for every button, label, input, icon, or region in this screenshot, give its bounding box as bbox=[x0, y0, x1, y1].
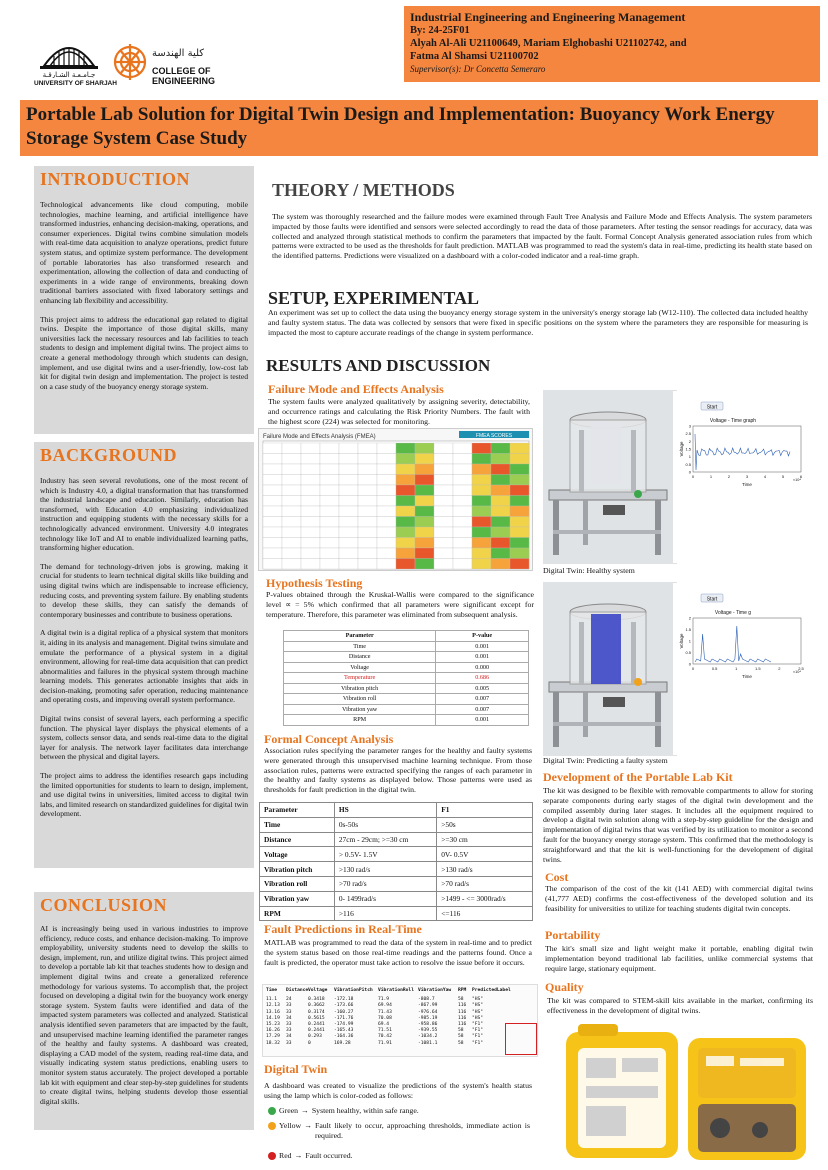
matlab-cell: 71.91 bbox=[378, 1040, 392, 1046]
intro-paragraph-1: Technological advancements like cloud computing, mobile technologies, machine learning, and artificial intelligence have transformed industries, enhancing decision-making, operations, and consumer experiences. Digital twins combine simulation models with real-time data acquisition to analyze operations, predict future system status, and optimize system performance. The development of portable laboratories has also transformed research and experimentation, allowing the collection of data and conducting of experiments in a wide range of environments, breaking down traditional barriers associated with fixed laboratory settings and enhancing lab flexibility and accessibility. bbox=[40, 200, 248, 305]
buoy-cylinder bbox=[591, 422, 621, 484]
dome-icon bbox=[34, 30, 104, 78]
pvalue-value-cell: 0.001 bbox=[436, 715, 529, 726]
matlab-cell: 58 bbox=[458, 1040, 464, 1046]
threshold-hs-cell: 0s-50s bbox=[334, 817, 436, 832]
matlab-cell: 116 bbox=[458, 1009, 467, 1015]
lamp-legend-green bbox=[268, 1106, 419, 1116]
threshold-row bbox=[260, 906, 533, 921]
realtime-text: MATLAB was programmed to read the data of the system in real-time and to predict the system status based on those real-time readings and the patterns found. Once a fault is predicted, the operator must take action to resolve the issue before it occurs. bbox=[264, 938, 532, 967]
x-tick-label: 1 bbox=[735, 666, 738, 671]
pvalue-row bbox=[284, 662, 529, 673]
x-tick-label: 2 bbox=[778, 666, 781, 671]
supervisor: Supervisor(s): Dr Concetta Semeraro bbox=[410, 64, 546, 74]
pvalue-row bbox=[284, 673, 529, 684]
graph-axes bbox=[693, 618, 801, 664]
threshold-param-cell: Vibration roll bbox=[260, 876, 335, 891]
bg-paragraph-4: Digital twins consist of several layers, each performing a specific function. The physical layer displays the physical elements of a system, collects sensor data, and sends real-time data to the digital layer for analysis. The network layer facilitates data interchange between the physical and digital layers. bbox=[40, 714, 248, 762]
pvalue-table bbox=[283, 630, 529, 726]
threshold-row bbox=[260, 876, 533, 891]
y-tick-label: 1 bbox=[688, 638, 691, 644]
threshold-hs-cell: 0- 1499rad/s bbox=[334, 891, 436, 906]
matlab-cell: 58 bbox=[458, 1034, 464, 1040]
y-tick-label: 1.5 bbox=[685, 446, 691, 452]
red-label: Red bbox=[279, 1151, 292, 1160]
matlab-cell: -985.19 bbox=[418, 1015, 438, 1021]
matlab-cell: 33 bbox=[286, 1028, 292, 1034]
pvalue-row bbox=[284, 641, 529, 652]
threshold-f1-cell: >50s bbox=[437, 817, 533, 832]
university-name: UNIVERSITY OF SHARJAH bbox=[34, 80, 117, 87]
threshold-table bbox=[259, 802, 533, 921]
yellow-lamp-icon bbox=[268, 1122, 276, 1130]
pvalue-value-cell: 0.686 bbox=[436, 673, 529, 684]
hypothesis-text: P-values obtained through the Kruskal-Wallis were compared to the significance level ∝ = 5% which confirmed that all parameters were significant except for temperature. Therefore, this parameter was eliminated from subsequent analysis. bbox=[266, 590, 534, 619]
theory-heading: THEORY / METHODS bbox=[272, 180, 455, 200]
x-tick-label: 2.5 bbox=[798, 666, 804, 671]
pvalue-row bbox=[284, 694, 529, 705]
arrow-icon: → bbox=[294, 1151, 303, 1160]
x-axis-label: Time bbox=[742, 674, 752, 679]
x-tick-label: 4 bbox=[763, 474, 767, 479]
y-axis-label: Voltage bbox=[679, 441, 684, 457]
department-name: Industrial Engineering and Engineering Management bbox=[410, 10, 686, 24]
threshold-col-hs: HS bbox=[334, 803, 436, 818]
matlab-cell: -808.7 bbox=[418, 997, 435, 1003]
matlab-header-cell: PredictedLabel bbox=[472, 988, 511, 993]
yellow-text: Fault likely to occur, approaching thresholds, immediate action is required. bbox=[314, 1121, 530, 1140]
arrow-icon: → bbox=[301, 1106, 309, 1115]
matlab-cell: "F1" bbox=[472, 1034, 484, 1040]
x-scale-note: ×10⁴ bbox=[792, 478, 801, 482]
pvalue-value-cell: 0.001 bbox=[436, 641, 529, 652]
matlab-cell: 33 bbox=[286, 1003, 292, 1009]
title-bar bbox=[20, 100, 818, 156]
matlab-header-cell: Voltage bbox=[308, 988, 328, 993]
y-tick-label: 3 bbox=[688, 423, 691, 429]
matlab-cell: -958.86 bbox=[418, 1022, 438, 1028]
x-tick-label: 5 bbox=[781, 474, 785, 479]
threshold-hs-cell: 27cm - 29cm; >=30 cm bbox=[334, 832, 436, 847]
matlab-header-cell: VibrationPitch bbox=[334, 988, 373, 993]
matlab-cell: 58 bbox=[458, 997, 464, 1003]
pvalue-param-cell: Temperature bbox=[284, 673, 436, 684]
threshold-f1-cell: >70 rad/s bbox=[437, 876, 533, 891]
yellow-label: Yellow bbox=[279, 1121, 302, 1130]
threshold-param-cell: Vibration pitch bbox=[260, 862, 335, 877]
pvalue-param-cell: Vibration pitch bbox=[284, 683, 436, 694]
matlab-cell: 11.1 bbox=[266, 997, 278, 1003]
y-tick-label: 0.5 bbox=[685, 650, 691, 655]
setup-text: An experiment was set up to collect the data using the buoyancy energy storage system in the university's energy storage lab (W12-110). The collected data included healthy and faulty system status. The data was collected by sensors that were fixed in specific positions on the system where the parameters they are responsible for measuring is impacted the most to capture accurate readings of the change in system performance. bbox=[268, 308, 808, 337]
green-text: System healthy, within safe range. bbox=[311, 1106, 419, 1115]
pvalue-value-cell: 0.007 bbox=[436, 694, 529, 705]
bg-paragraph-3: A digital twin is a digital replica of a physical system that monitors it, aiding in its analysis and management. Digital twins simulate and emulate the performance of a physical system in a digital environment, allowing for real-time data acquisition that can predict abnormalities and failures in the physical system through machine learning models. This generates actionable insights that aids in decision-making, promoting safer operation, reducing maintenance and operating costs, and improving overall system performance. bbox=[40, 628, 248, 705]
matlab-cell: 71.9 bbox=[378, 997, 390, 1003]
threshold-hs-cell: >70 rad/s bbox=[334, 876, 436, 891]
matlab-cell: 58 bbox=[458, 1028, 464, 1034]
introduction-heading: INTRODUCTION bbox=[40, 169, 191, 189]
dashboard-faulty-caption: Digital Twin: Predicting a faulty system bbox=[543, 756, 668, 765]
x-tick-label: 2 bbox=[727, 474, 731, 479]
matlab-cell: 0.3174 bbox=[308, 1009, 325, 1015]
matlab-header-cell: Time bbox=[266, 988, 278, 993]
matlab-cell: 18.32 bbox=[266, 1040, 280, 1046]
matlab-cell: 33 bbox=[286, 1022, 292, 1028]
matlab-cell: 0.5615 bbox=[308, 1015, 325, 1021]
svg-text:FMEA SCORES: FMEA SCORES bbox=[475, 433, 513, 439]
y-tick-label: 2 bbox=[688, 615, 691, 621]
quality-text: The kit was compared to STEM-skill kits available in the market, confirming its effectiveness in the development of digital twins. bbox=[547, 996, 813, 1015]
threshold-f1-cell: >1499 - <= 3000rad/s bbox=[437, 891, 533, 906]
start-button-label: Start bbox=[706, 404, 718, 411]
matlab-cell: -160.27 bbox=[334, 1009, 354, 1015]
yellow-lamp-icon bbox=[634, 678, 642, 686]
lab-kit-photo bbox=[560, 1018, 812, 1164]
dashboard-healthy-caption: Digital Twin: Healthy system bbox=[543, 566, 635, 575]
quality-heading: Quality bbox=[545, 980, 584, 994]
buoy-cylinder bbox=[591, 614, 621, 684]
portability-text: The kit's small size and light weight make it portable, enabling digital twin implementation beyond traditional lab facilities, unlike commercial systems that require large, stationary equipment. bbox=[545, 944, 813, 973]
matlab-cell: 14.19 bbox=[266, 1015, 280, 1021]
fmea-text: The system faults were analyzed qualitatively by assigning severity, detectability, and occurrence ratings and calculating the Risk Priority Numbers. The fault with the highest score (224) was selected for monitoring. bbox=[268, 397, 530, 426]
matlab-header-row bbox=[266, 988, 534, 994]
pvalue-row bbox=[284, 715, 529, 726]
matlab-cell: 71.43 bbox=[378, 1009, 392, 1015]
matlab-cell: 24 bbox=[286, 997, 292, 1003]
hypothesis-heading: Hypothesis Testing bbox=[266, 576, 363, 590]
matlab-cell: "HS" bbox=[472, 1003, 484, 1009]
college-logo bbox=[112, 40, 262, 85]
matlab-cell: -171.76 bbox=[334, 1015, 354, 1021]
x-tick-label: 3 bbox=[745, 474, 749, 479]
y-tick-label: 0 bbox=[688, 661, 691, 667]
dev-text: The kit was designed to be flexible with removable compartments to allow for storing separate components during early stages of the digital twin development and the compiled assembly during later stages. It includes all the equipment required to develop a digital twin solution along with a step-by-step guideline for the design and implementation of digital twins that was verified by its utilization to monitor a second fault for the buoyancy energy storage system. This confirmed that the methodology is straightforward and that the kit is well-functioning for the development of digital twins. bbox=[543, 786, 813, 864]
threshold-param-cell: Vibration yaw bbox=[260, 891, 335, 906]
project-id: By: 24-25F01 bbox=[410, 25, 470, 36]
matlab-cell: 116 bbox=[458, 1015, 467, 1021]
matlab-cell: 16.26 bbox=[266, 1028, 280, 1034]
digital-twin-heading: Digital Twin bbox=[264, 1062, 328, 1076]
svg-text:Failure Mode and Effects Analy: Failure Mode and Effects Analysis (FMEA) bbox=[263, 434, 376, 440]
matlab-cell: -867.99 bbox=[418, 1003, 438, 1009]
introduction-section bbox=[34, 166, 254, 434]
pvalue-param-cell: Voltage bbox=[284, 662, 436, 673]
matlab-cell: 0.3418 bbox=[308, 997, 325, 1003]
x-tick-label: 0 bbox=[691, 666, 695, 671]
authors-line-2: Fatma Al Shamsi U21100702 bbox=[410, 51, 539, 62]
y-axis-label: Voltage bbox=[679, 633, 684, 649]
matlab-cell: -172.18 bbox=[334, 997, 354, 1003]
threshold-f1-cell: >130 rad/s bbox=[437, 862, 533, 877]
matlab-cell: -174.99 bbox=[334, 1022, 354, 1028]
matlab-cell: "HS" bbox=[472, 1015, 484, 1021]
x-tick-label: 1.5 bbox=[755, 666, 761, 671]
college-name-arabic: كلية الهندسة bbox=[152, 48, 205, 59]
pvalue-value-cell: 0.000 bbox=[436, 662, 529, 673]
y-tick-label: 1.5 bbox=[685, 627, 691, 632]
portability-heading: Portability bbox=[545, 928, 601, 942]
matlab-cell: -173.66 bbox=[334, 1003, 354, 1009]
matlab-row bbox=[266, 1041, 534, 1047]
matlab-cell: 17.29 bbox=[266, 1034, 280, 1040]
background-section bbox=[34, 442, 254, 868]
threshold-param-cell: Time bbox=[260, 817, 335, 832]
cost-heading: Cost bbox=[545, 870, 569, 884]
threshold-col-f1: F1 bbox=[437, 803, 533, 818]
pvalue-value-cell: 0.007 bbox=[436, 704, 529, 715]
fca-heading: Formal Concept Analysis bbox=[264, 732, 394, 746]
x-tick-label: 1 bbox=[709, 474, 713, 479]
background-heading: BACKGROUND bbox=[40, 445, 178, 465]
poster-title: Portable Lab Solution for Digital Twin Design and Implementation: Buoyancy Work Energy Storage System Case Study bbox=[26, 104, 775, 149]
theory-text: The system was thoroughly researched and the failure modes were examined through Fault Tree Analysis and Failure Mode and Effects Analysis. The system parameters impacted by those faults were identified and sensors were selected accordingly to read the data of those parameters. After testing the sensor readings for accuracy, data was collected and analyzed through statistical methods to confirm the parameters that impacted by the fault. Formal Concept Analysis generated association rules from which patterns were extracted to be used as the thresholds for fault prediction. MATLAB was programmed to read the system's data in real-time, predicting its health state based on the identified patterns. Predictions were visualized on a dashboard with a color-coded indicator and a real-time graph. bbox=[272, 212, 812, 261]
y-tick-label: 0.5 bbox=[685, 461, 691, 467]
pvalue-col-pvalue: P-value bbox=[436, 631, 529, 642]
matlab-header-cell: RPM bbox=[458, 988, 467, 993]
dev-heading: Development of the Portable Lab Kit bbox=[543, 770, 733, 784]
matlab-cell: 116 bbox=[458, 1022, 467, 1028]
matlab-cell: 15.23 bbox=[266, 1022, 280, 1028]
y-tick-label: 2.5 bbox=[685, 431, 691, 437]
matlab-cell: "HS" bbox=[472, 1009, 484, 1015]
realtime-heading: Fault Predictions in Real-Time bbox=[264, 922, 422, 936]
green-lamp-icon bbox=[268, 1107, 276, 1115]
pvalue-col-parameter: Parameter bbox=[284, 631, 436, 642]
matlab-cell: 0.3662 bbox=[308, 1003, 325, 1009]
conclusion-paragraph: AI is increasingly being used in various industries to improve efficiency, reduce costs, and enhance decision-making. To improve employability, university students need to develop the skills to design, implement, run, and utilize digital twins. This project aimed to develop a portable lab kit that teaches students how to design and implement digital twins and create a generalized reference methodology for various systems. To accomplish that, the project focused on developing a digital twin for the buoyancy work energy storage system. System faults were identified and data of the impacted system parameters was collected and analyzed. Statistical analysis identified seven parameters that are impacted by the fault, and unsupervised machine learning identified the parameter ranges of the healthy and faulty systems. A dashboard was created, displaying a CAD model of the system, reading real-time data, and visually indicating system status predictions, enabling users to monitor system status accurately. The project developed a portable lab kit with equipment and clear step-by-step guidelines for students to create digital twins, helping students develop those essential digital skills. bbox=[40, 924, 248, 1106]
matlab-cell: "F1" bbox=[472, 1040, 484, 1046]
matlab-cell: 70.42 bbox=[378, 1034, 392, 1040]
intro-paragraph-2: This project aims to address the educational gap related to digital twins. Despite the importance of those digital skills, many universities lack the necessary resources and lab facilities to teach students to design and implement digital twins. The project aims to create a general methodology through which students can design, implement, and use digital twins and a user-friendly, low-cost lab kit for digital twin design and implementation. The project is tested on a case study of the buoyancy energy storage system. bbox=[40, 314, 248, 391]
threshold-f1-cell: >=30 cm bbox=[437, 832, 533, 847]
matlab-header-cell: Distance bbox=[286, 988, 309, 993]
dashboard-healthy bbox=[543, 390, 811, 564]
pvalue-value-cell: 0.005 bbox=[436, 683, 529, 694]
pvalue-param-cell: RPM bbox=[284, 715, 436, 726]
y-tick-label: 0 bbox=[688, 469, 691, 475]
matlab-cell: 13.16 bbox=[266, 1009, 280, 1015]
lamp-legend-red bbox=[268, 1151, 353, 1161]
svg-text:جـامـعـة الشـارقـة: جـامـعـة الشـارقـة bbox=[42, 71, 96, 78]
pvalue-param-cell: Vibration yaw bbox=[284, 704, 436, 715]
prediction-highlight-box bbox=[505, 1023, 537, 1055]
header-info bbox=[404, 6, 820, 82]
setup-heading: SETUP, EXPERIMENTAL bbox=[268, 288, 480, 308]
fca-text: Association rules specifying the parameter ranges for the healthy and faulty systems were generated through this unsupervised machine learning technique. From those association rules, patterns were extracted specifying the ranges of each parameter in the healthy and faulty systems as displayed below. Those patterns were used as thresholds for fault prediction in the digital twin. bbox=[264, 746, 532, 795]
pvalue-row bbox=[284, 652, 529, 663]
matlab-header-cell: VibrationYaw bbox=[418, 988, 452, 993]
arrow-icon: → bbox=[304, 1121, 312, 1130]
matlab-cell: 116 bbox=[458, 1003, 467, 1009]
college-emblem-icon bbox=[112, 40, 148, 84]
x-tick-label: 0.5 bbox=[711, 666, 718, 671]
matlab-cell: 0.2441 bbox=[308, 1028, 325, 1034]
matlab-cell: -939.55 bbox=[418, 1028, 438, 1034]
matlab-cell: 0 bbox=[308, 1040, 311, 1046]
matlab-cell: "F1" bbox=[472, 1028, 484, 1034]
pvalue-param-cell: Vibration roll bbox=[284, 694, 436, 705]
matlab-cell: 34 bbox=[286, 1015, 292, 1021]
threshold-row bbox=[260, 832, 533, 847]
university-logo bbox=[34, 30, 117, 90]
threshold-param-cell: Distance bbox=[260, 832, 335, 847]
threshold-param-cell: RPM bbox=[260, 906, 335, 921]
threshold-f1-cell: <=116 bbox=[437, 906, 533, 921]
matlab-cell: 34 bbox=[286, 1034, 292, 1040]
matlab-cell: 69.94 bbox=[378, 1003, 392, 1009]
matlab-cell: 169.28 bbox=[334, 1040, 351, 1046]
pvalue-param-cell: Time bbox=[284, 641, 436, 652]
threshold-hs-cell: >116 bbox=[334, 906, 436, 921]
matlab-cell: 0.2441 bbox=[308, 1022, 325, 1028]
digital-twin-text: A dashboard was created to visualize the predictions of the system's health status using the lamp which is color-coded as follows: bbox=[264, 1081, 532, 1100]
bg-paragraph-1: Industry has seen several revolutions, one of the most recent of which is Industry 4.0, a digital transformation that has transformed the industrial landscape and education. Similarly, education has transformed, with Education 4.0 emphasizing individualized instruction and equipping students with the necessary skills for a technologically advanced environment. University 4.0 integrates technology like IoT and AI to enable individualized learning paths, transforming higher education. bbox=[40, 476, 248, 553]
dashboard-faulty bbox=[543, 582, 811, 756]
bg-paragraph-2: The demand for technology-driven jobs is growing, making it crucial for students to learn technical digital skills like building and using digital twins which are indispensable to increase efficiency, reducing costs, and preventing system failure. By enabling students to develop these skills, they can satisfy the demands of contemporary businesses and contribute to business operations. bbox=[40, 561, 248, 619]
threshold-hs-cell: > 0.5V- 1.5V bbox=[334, 847, 436, 862]
matlab-output-table bbox=[262, 984, 538, 1057]
matlab-cell: "HS" bbox=[472, 997, 484, 1003]
red-lamp-icon bbox=[268, 1152, 276, 1160]
x-scale-note: ×10⁴ bbox=[792, 670, 801, 674]
threshold-f1-cell: 0V- 0.5V bbox=[437, 847, 533, 862]
start-button-label: Start bbox=[706, 596, 718, 603]
threshold-row bbox=[260, 862, 533, 877]
cost-text: The comparison of the cost of the kit (141 AED) with commercial digital twins (41,777 AED) confirms the cost-effectiveness of the developed solution and its feasibility for universities to utilize for teaching students digital twin concepts. bbox=[545, 884, 813, 913]
lamp-legend-yellow bbox=[268, 1121, 530, 1141]
pvalue-value-cell: 0.001 bbox=[436, 652, 529, 663]
matlab-cell: -1034.2 bbox=[418, 1034, 438, 1040]
bg-paragraph-5: The project aims to address the identifies research gaps including the limited opportunities for students to learn to design, implement, and use digital twins in universities, limited access to digital twin labs, and limited research on standardized guidelines for digital twin development. bbox=[40, 771, 248, 819]
y-tick-label: 2 bbox=[688, 438, 691, 444]
x-tick-label: 0 bbox=[691, 474, 695, 479]
results-heading: RESULTS AND DISCUSSION bbox=[266, 356, 491, 375]
matlab-cell: 12.13 bbox=[266, 1003, 280, 1009]
graph-title: Voltage - Time g bbox=[714, 610, 752, 616]
pvalue-row bbox=[284, 683, 529, 694]
matlab-cell: "F1" bbox=[472, 1022, 484, 1028]
matlab-cell: 71.51 bbox=[378, 1028, 392, 1034]
matlab-cell: 69.4 bbox=[378, 1022, 390, 1028]
conclusion-heading: CONCLUSION bbox=[40, 895, 168, 915]
matlab-cell: 33 bbox=[286, 1040, 292, 1046]
pvalue-param-cell: Distance bbox=[284, 652, 436, 663]
y-tick-label: 1 bbox=[688, 454, 691, 460]
red-text: Fault occurred. bbox=[305, 1151, 353, 1160]
matlab-cell: -164.36 bbox=[334, 1034, 354, 1040]
matlab-cell: -165.43 bbox=[334, 1028, 354, 1034]
college-name: COLLEGE OF ENGINEERING bbox=[152, 66, 216, 86]
conclusion-section bbox=[34, 892, 254, 1130]
pvalue-row bbox=[284, 704, 529, 715]
authors-line-1: Alyah Al-Ali U21100649, Mariam Elghobashi U21102742, and bbox=[410, 38, 687, 49]
matlab-cell: -1081.1 bbox=[418, 1040, 438, 1046]
threshold-col-parameter: Parameter bbox=[260, 803, 335, 818]
fmea-table-image bbox=[258, 428, 533, 571]
threshold-row bbox=[260, 847, 533, 862]
fmea-heading: Failure Mode and Effects Analysis bbox=[268, 382, 444, 396]
x-axis-label: Time bbox=[742, 482, 752, 487]
matlab-cell: -976.64 bbox=[418, 1009, 438, 1015]
green-lamp-icon bbox=[634, 490, 642, 498]
graph-title: Voltage - Time graph bbox=[709, 418, 757, 424]
green-label: Green bbox=[279, 1106, 299, 1115]
threshold-param-cell: Voltage bbox=[260, 847, 335, 862]
threshold-row bbox=[260, 817, 533, 832]
threshold-row bbox=[260, 891, 533, 906]
threshold-hs-cell: >130 rad/s bbox=[334, 862, 436, 877]
matlab-header-cell: VibrationRoll bbox=[378, 988, 414, 993]
matlab-cell: 0.293 bbox=[308, 1034, 322, 1040]
x-tick-label: 6 bbox=[799, 474, 803, 479]
matlab-cell: 33 bbox=[286, 1009, 292, 1015]
matlab-cell: 70.08 bbox=[378, 1015, 392, 1021]
